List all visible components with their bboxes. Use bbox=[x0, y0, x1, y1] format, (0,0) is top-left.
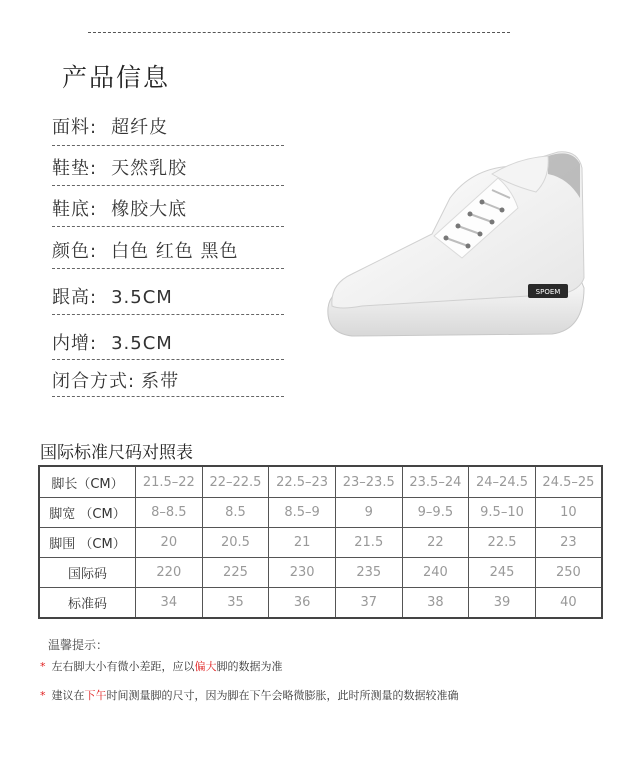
table-cell: 34 bbox=[136, 588, 203, 619]
table-cell: 22.5 bbox=[469, 528, 536, 558]
spec-divider bbox=[52, 268, 284, 269]
table-cell: 22.5–23 bbox=[269, 466, 336, 498]
tip-text: 脚的数据为准 bbox=[216, 660, 283, 673]
table-cell: 230 bbox=[269, 558, 336, 588]
table-cell: 235 bbox=[335, 558, 402, 588]
table-cell: 20.5 bbox=[202, 528, 269, 558]
table-cell: 39 bbox=[469, 588, 536, 619]
tip-item bbox=[40, 658, 283, 674]
tip-highlight: 偏大 bbox=[194, 660, 217, 673]
table-cell: 8–8.5 bbox=[136, 498, 203, 528]
spec-divider bbox=[52, 359, 284, 360]
table-cell: 23.5–24 bbox=[402, 466, 469, 498]
asterisk-icon: * bbox=[40, 689, 46, 702]
spec-label: 跟高: bbox=[52, 287, 98, 308]
row-header: 脚围 （CM） bbox=[39, 528, 136, 558]
spec-row-material bbox=[52, 113, 168, 139]
table-cell: 9 bbox=[335, 498, 402, 528]
table-cell: 37 bbox=[335, 588, 402, 619]
table-cell: 8.5–9 bbox=[269, 498, 336, 528]
row-header: 脚长（CM） bbox=[39, 466, 136, 498]
spec-divider bbox=[52, 185, 284, 186]
table-cell: 40 bbox=[535, 588, 602, 619]
top-divider bbox=[88, 32, 510, 33]
table-cell: 245 bbox=[469, 558, 536, 588]
spec-row-sole bbox=[52, 195, 187, 221]
row-header: 脚宽 （CM） bbox=[39, 498, 136, 528]
shoe-badge-text: SPOEM bbox=[535, 288, 561, 296]
table-cell: 8.5 bbox=[202, 498, 269, 528]
tip-highlight: 下午 bbox=[84, 689, 107, 702]
spec-row-inner-lift bbox=[52, 329, 173, 355]
tip-text: 建议在 bbox=[51, 689, 85, 702]
table-cell: 21.5–22 bbox=[136, 466, 203, 498]
spec-value: 系带 bbox=[141, 371, 180, 392]
spec-row-insole bbox=[52, 154, 187, 180]
tip-item bbox=[40, 687, 459, 703]
row-header: 国际码 bbox=[39, 558, 136, 588]
table-cell: 21 bbox=[269, 528, 336, 558]
table-row bbox=[39, 558, 602, 588]
table-row bbox=[39, 528, 602, 558]
spec-label: 颜色: bbox=[52, 241, 98, 262]
tip-text: 左右脚大小有微小差距，应以 bbox=[51, 660, 195, 673]
spec-divider bbox=[52, 226, 284, 227]
table-cell: 9.5–10 bbox=[469, 498, 536, 528]
table-cell: 21.5 bbox=[335, 528, 402, 558]
table-cell: 23–23.5 bbox=[335, 466, 402, 498]
spec-value: 3.5CM bbox=[111, 287, 173, 308]
table-row bbox=[39, 466, 602, 498]
spec-value: 天然乳胶 bbox=[111, 158, 188, 179]
table-row bbox=[39, 588, 602, 619]
table-cell: 220 bbox=[136, 558, 203, 588]
spec-label: 鞋垫: bbox=[52, 158, 98, 179]
table-cell: 20 bbox=[136, 528, 203, 558]
table-cell: 10 bbox=[535, 498, 602, 528]
table-cell: 240 bbox=[402, 558, 469, 588]
size-chart-table bbox=[38, 465, 603, 619]
tips-title: 温馨提示： bbox=[48, 638, 109, 652]
shoe-image bbox=[322, 138, 592, 348]
table-row bbox=[39, 498, 602, 528]
table-cell: 24.5–25 bbox=[535, 466, 602, 498]
spec-value: 超纤皮 bbox=[111, 117, 169, 138]
spec-divider bbox=[52, 145, 284, 146]
asterisk-icon: * bbox=[40, 660, 46, 673]
page-title: 产品信息 bbox=[62, 63, 171, 92]
table-cell: 9–9.5 bbox=[402, 498, 469, 528]
spec-row-closure bbox=[52, 367, 179, 393]
spec-label: 面料: bbox=[52, 117, 98, 138]
table-cell: 36 bbox=[269, 588, 336, 619]
tip-text: 时间测量脚的尺寸，因为脚在下午会略微膨胀，此时所测量的数据较准确 bbox=[106, 689, 459, 702]
spec-label: 闭合方式: bbox=[52, 371, 136, 392]
spec-divider bbox=[52, 396, 284, 397]
spec-row-color bbox=[52, 237, 239, 263]
spec-label: 内增: bbox=[52, 333, 98, 354]
spec-row-heel-height bbox=[52, 283, 173, 309]
table-cell: 22–22.5 bbox=[202, 466, 269, 498]
table-cell: 35 bbox=[202, 588, 269, 619]
spec-label: 鞋底: bbox=[52, 199, 98, 220]
size-table-title: 国际标准尺码对照表 bbox=[40, 443, 193, 463]
spec-value: 橡胶大底 bbox=[111, 199, 188, 220]
table-cell: 24–24.5 bbox=[469, 466, 536, 498]
row-header: 标准码 bbox=[39, 588, 136, 619]
table-cell: 38 bbox=[402, 588, 469, 619]
spec-divider bbox=[52, 314, 284, 315]
spec-value: 3.5CM bbox=[111, 333, 173, 354]
table-cell: 22 bbox=[402, 528, 469, 558]
table-cell: 225 bbox=[202, 558, 269, 588]
table-cell: 23 bbox=[535, 528, 602, 558]
table-cell: 250 bbox=[535, 558, 602, 588]
spec-value: 白色 红色 黑色 bbox=[111, 241, 239, 262]
